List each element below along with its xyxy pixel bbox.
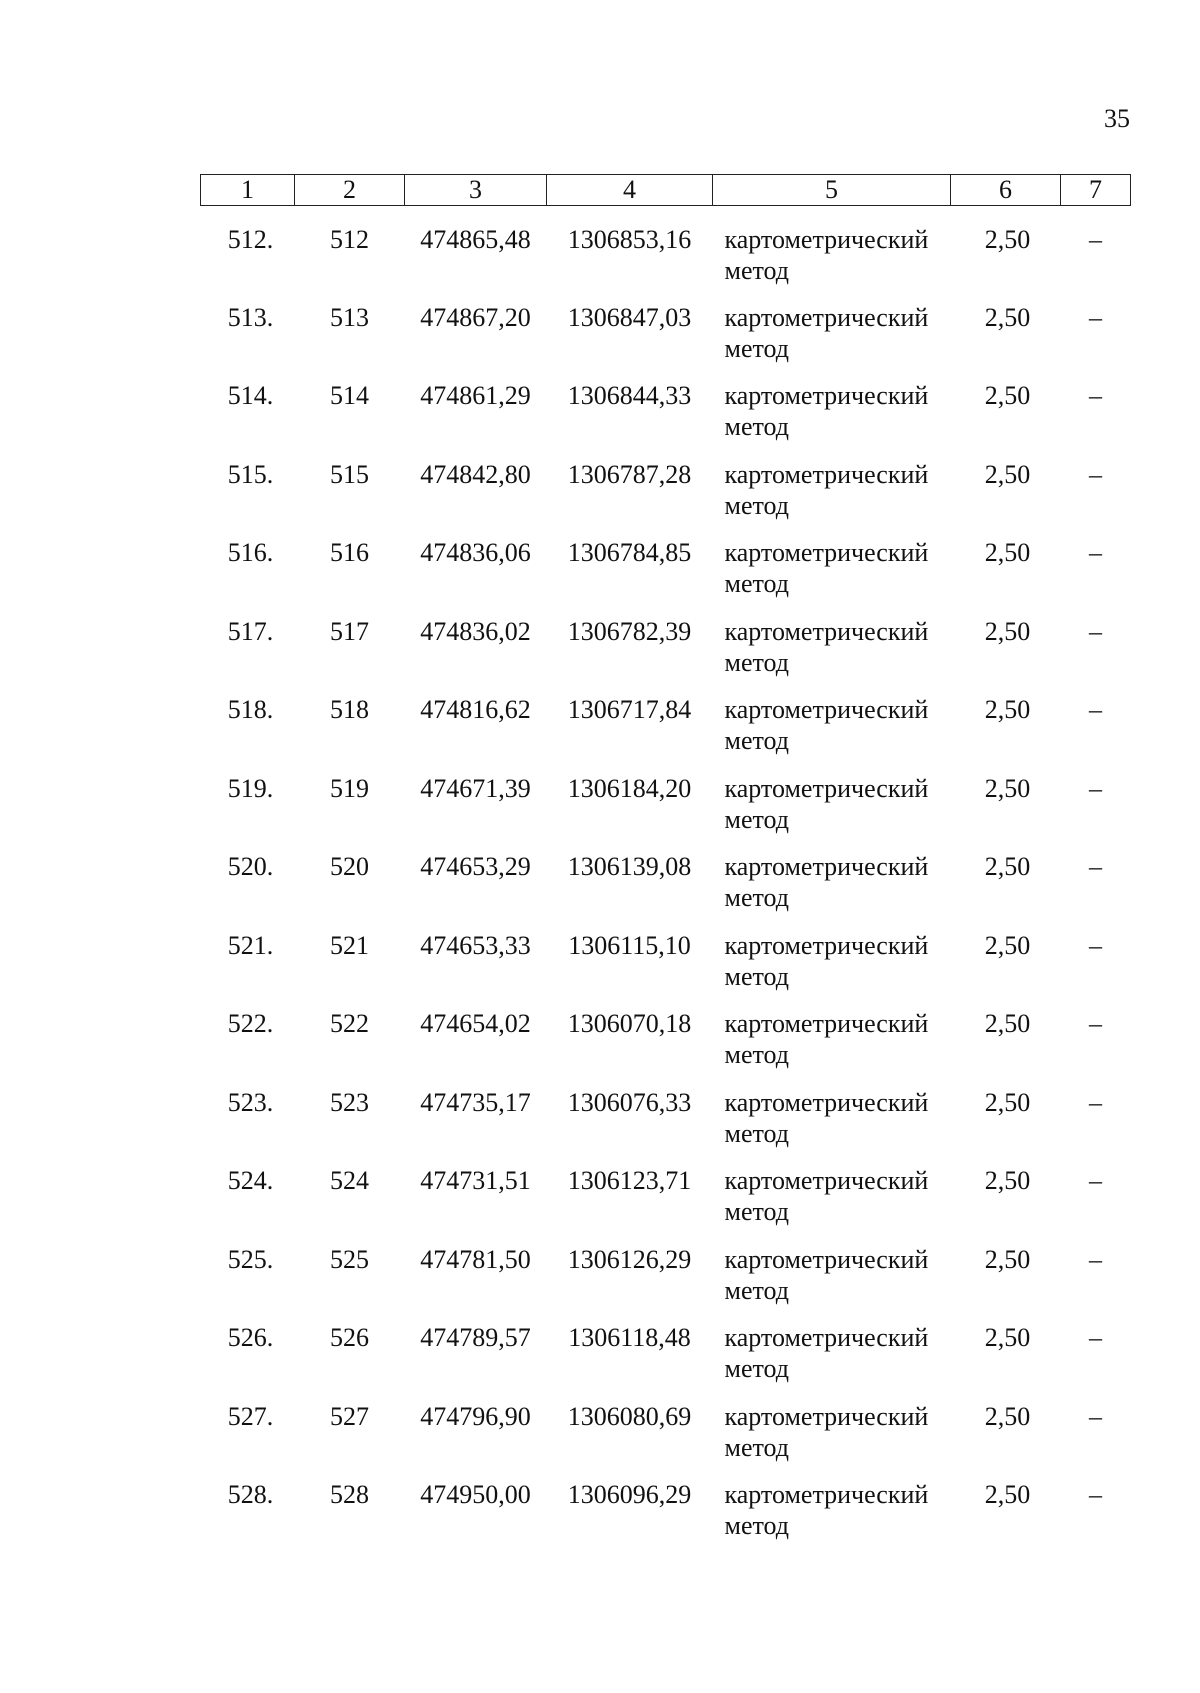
x-coordinate: 474731,51	[420, 1166, 531, 1195]
note-value: –	[1089, 1323, 1102, 1352]
coordinates-table	[200, 174, 1131, 1558]
accuracy-value: 2,50	[984, 695, 1031, 724]
point-id: 513	[330, 302, 369, 332]
method-description: картометрический метод	[724, 616, 929, 677]
column-header-3: 3	[405, 175, 547, 206]
y-coordinate: 1306844,33	[567, 381, 692, 410]
method-description: картометрический метод	[724, 538, 929, 598]
note-value: –	[1089, 1480, 1102, 1509]
row-number: 517.	[227, 616, 274, 646]
x-coordinate: 474735,17	[420, 1087, 531, 1117]
method-description: картометрический метод	[724, 1087, 929, 1148]
y-coordinate: 1306118,48	[568, 1323, 691, 1352]
y-coordinate: 1306115,10	[568, 930, 691, 960]
table-row	[201, 302, 1131, 381]
note-value: –	[1089, 773, 1102, 803]
column-header-7: 7	[1061, 175, 1131, 206]
table-row	[201, 694, 1131, 773]
y-coordinate: 1306787,28	[567, 459, 692, 489]
table-row	[201, 1479, 1131, 1558]
point-id: 528	[330, 1480, 369, 1509]
note-value: –	[1089, 225, 1102, 254]
method-description: картометрический метод	[724, 1401, 929, 1462]
y-coordinate: 1306717,84	[567, 695, 692, 724]
row-number: 513.	[227, 302, 274, 332]
method-description: картометрический метод	[724, 852, 929, 912]
point-id: 524	[330, 1166, 369, 1195]
method-description: картометрический метод	[724, 695, 929, 755]
row-number: 524.	[227, 1166, 274, 1195]
row-number: 528.	[227, 1480, 274, 1509]
method-description: картометрический метод	[724, 1480, 929, 1540]
accuracy-value: 2,50	[984, 225, 1031, 254]
x-coordinate: 474865,48	[420, 225, 531, 254]
note-value: –	[1089, 459, 1102, 489]
point-id: 520	[330, 852, 369, 881]
x-coordinate: 474653,33	[420, 930, 531, 960]
point-id: 519	[330, 773, 369, 803]
accuracy-value: 2,50	[984, 1323, 1031, 1352]
x-coordinate: 474842,80	[420, 459, 531, 489]
x-coordinate: 474950,00	[420, 1480, 531, 1509]
accuracy-value: 2,50	[984, 302, 1031, 332]
table-row	[201, 537, 1131, 616]
method-description: картометрический метод	[724, 773, 929, 834]
y-coordinate: 1306782,39	[567, 616, 692, 646]
y-coordinate: 1306853,16	[567, 225, 692, 254]
note-value: –	[1089, 1244, 1102, 1274]
method-description: картометрический метод	[724, 1166, 929, 1226]
point-id: 514	[330, 381, 369, 410]
accuracy-value: 2,50	[984, 1009, 1031, 1038]
point-id: 521	[330, 930, 369, 960]
note-value: –	[1089, 930, 1102, 960]
table-row	[201, 1244, 1131, 1323]
method-description: картометрический метод	[724, 1323, 929, 1383]
column-header-1: 1	[201, 175, 295, 206]
table-header-row	[201, 175, 1131, 206]
accuracy-value: 2,50	[984, 1480, 1031, 1509]
note-value: –	[1089, 1009, 1102, 1038]
point-id: 517	[330, 616, 369, 646]
table-row	[201, 1322, 1131, 1401]
row-number: 527.	[227, 1401, 274, 1431]
table-row	[201, 1087, 1131, 1166]
table-header	[201, 175, 1131, 206]
accuracy-value: 2,50	[984, 1166, 1031, 1195]
method-description: картометрический метод	[724, 1244, 929, 1305]
point-id: 526	[330, 1323, 369, 1352]
note-value: –	[1089, 1087, 1102, 1117]
table-row	[201, 616, 1131, 695]
row-number: 526.	[227, 1323, 274, 1352]
point-id: 527	[330, 1401, 369, 1431]
row-number: 523.	[227, 1087, 274, 1117]
table-row	[201, 773, 1131, 852]
accuracy-value: 2,50	[984, 538, 1031, 567]
note-value: –	[1089, 616, 1102, 646]
x-coordinate: 474867,20	[420, 302, 531, 332]
row-number: 521.	[227, 930, 274, 960]
method-description: картометрический метод	[724, 225, 929, 285]
x-coordinate: 474836,02	[420, 616, 531, 646]
x-coordinate: 474654,02	[420, 1009, 531, 1038]
method-description: картометрический метод	[724, 930, 929, 991]
row-number: 522.	[227, 1009, 274, 1038]
x-coordinate: 474653,29	[420, 852, 531, 881]
note-value: –	[1089, 1166, 1102, 1195]
y-coordinate: 1306139,08	[567, 852, 692, 881]
accuracy-value: 2,50	[984, 1401, 1031, 1431]
point-id: 525	[330, 1244, 369, 1274]
point-id: 516	[330, 538, 369, 567]
row-number: 515.	[227, 459, 274, 489]
y-coordinate: 1306070,18	[567, 1009, 692, 1038]
column-header-6: 6	[951, 175, 1061, 206]
x-coordinate: 474836,06	[420, 538, 531, 567]
x-coordinate: 474781,50	[420, 1244, 531, 1274]
note-value: –	[1089, 695, 1102, 724]
x-coordinate: 474671,39	[420, 773, 531, 803]
row-number: 519.	[227, 773, 274, 803]
row-number: 516.	[227, 538, 274, 567]
column-header-4: 4	[547, 175, 713, 206]
point-id: 522	[330, 1009, 369, 1038]
table-row	[201, 1401, 1131, 1480]
accuracy-value: 2,50	[984, 852, 1031, 881]
table-body	[201, 206, 1131, 1558]
x-coordinate: 474796,90	[420, 1401, 531, 1431]
accuracy-value: 2,50	[984, 930, 1031, 960]
method-description: картометрический метод	[724, 459, 929, 520]
method-description: картометрический метод	[724, 1009, 929, 1069]
y-coordinate: 1306076,33	[567, 1087, 692, 1117]
table-row	[201, 1165, 1131, 1244]
point-id: 515	[330, 459, 369, 489]
accuracy-value: 2,50	[984, 773, 1031, 803]
y-coordinate: 1306126,29	[567, 1244, 692, 1274]
accuracy-value: 2,50	[984, 1087, 1031, 1117]
row-number: 518.	[227, 695, 274, 724]
y-coordinate: 1306080,69	[567, 1401, 692, 1431]
y-coordinate: 1306123,71	[567, 1166, 692, 1195]
accuracy-value: 2,50	[984, 616, 1031, 646]
point-id: 523	[330, 1087, 369, 1117]
row-number: 525.	[227, 1244, 274, 1274]
table-row	[201, 380, 1131, 459]
note-value: –	[1089, 302, 1102, 332]
point-id: 518	[330, 695, 369, 724]
table-row	[201, 930, 1131, 1009]
x-coordinate: 474816,62	[420, 695, 531, 724]
method-description: картометрический метод	[724, 381, 929, 441]
table-row	[201, 206, 1131, 302]
row-number: 512.	[227, 225, 274, 254]
row-number: 520.	[227, 852, 274, 881]
note-value: –	[1089, 1401, 1102, 1431]
x-coordinate: 474789,57	[420, 1323, 531, 1352]
table-row	[201, 1008, 1131, 1087]
y-coordinate: 1306847,03	[567, 302, 692, 332]
y-coordinate: 1306096,29	[567, 1480, 692, 1509]
y-coordinate: 1306184,20	[567, 773, 692, 803]
x-coordinate: 474861,29	[420, 381, 531, 410]
point-id: 512	[330, 225, 369, 254]
row-number: 514.	[227, 381, 274, 410]
method-description: картометрический метод	[724, 302, 929, 363]
accuracy-value: 2,50	[984, 381, 1031, 410]
column-header-2: 2	[295, 175, 405, 206]
table-row	[201, 851, 1131, 930]
note-value: –	[1089, 852, 1102, 881]
accuracy-value: 2,50	[984, 459, 1031, 489]
column-header-5: 5	[713, 175, 951, 206]
page-number: 35	[1104, 104, 1130, 133]
note-value: –	[1089, 381, 1102, 410]
note-value: –	[1089, 538, 1102, 567]
table-row	[201, 459, 1131, 538]
y-coordinate: 1306784,85	[567, 538, 692, 567]
accuracy-value: 2,50	[984, 1244, 1031, 1274]
